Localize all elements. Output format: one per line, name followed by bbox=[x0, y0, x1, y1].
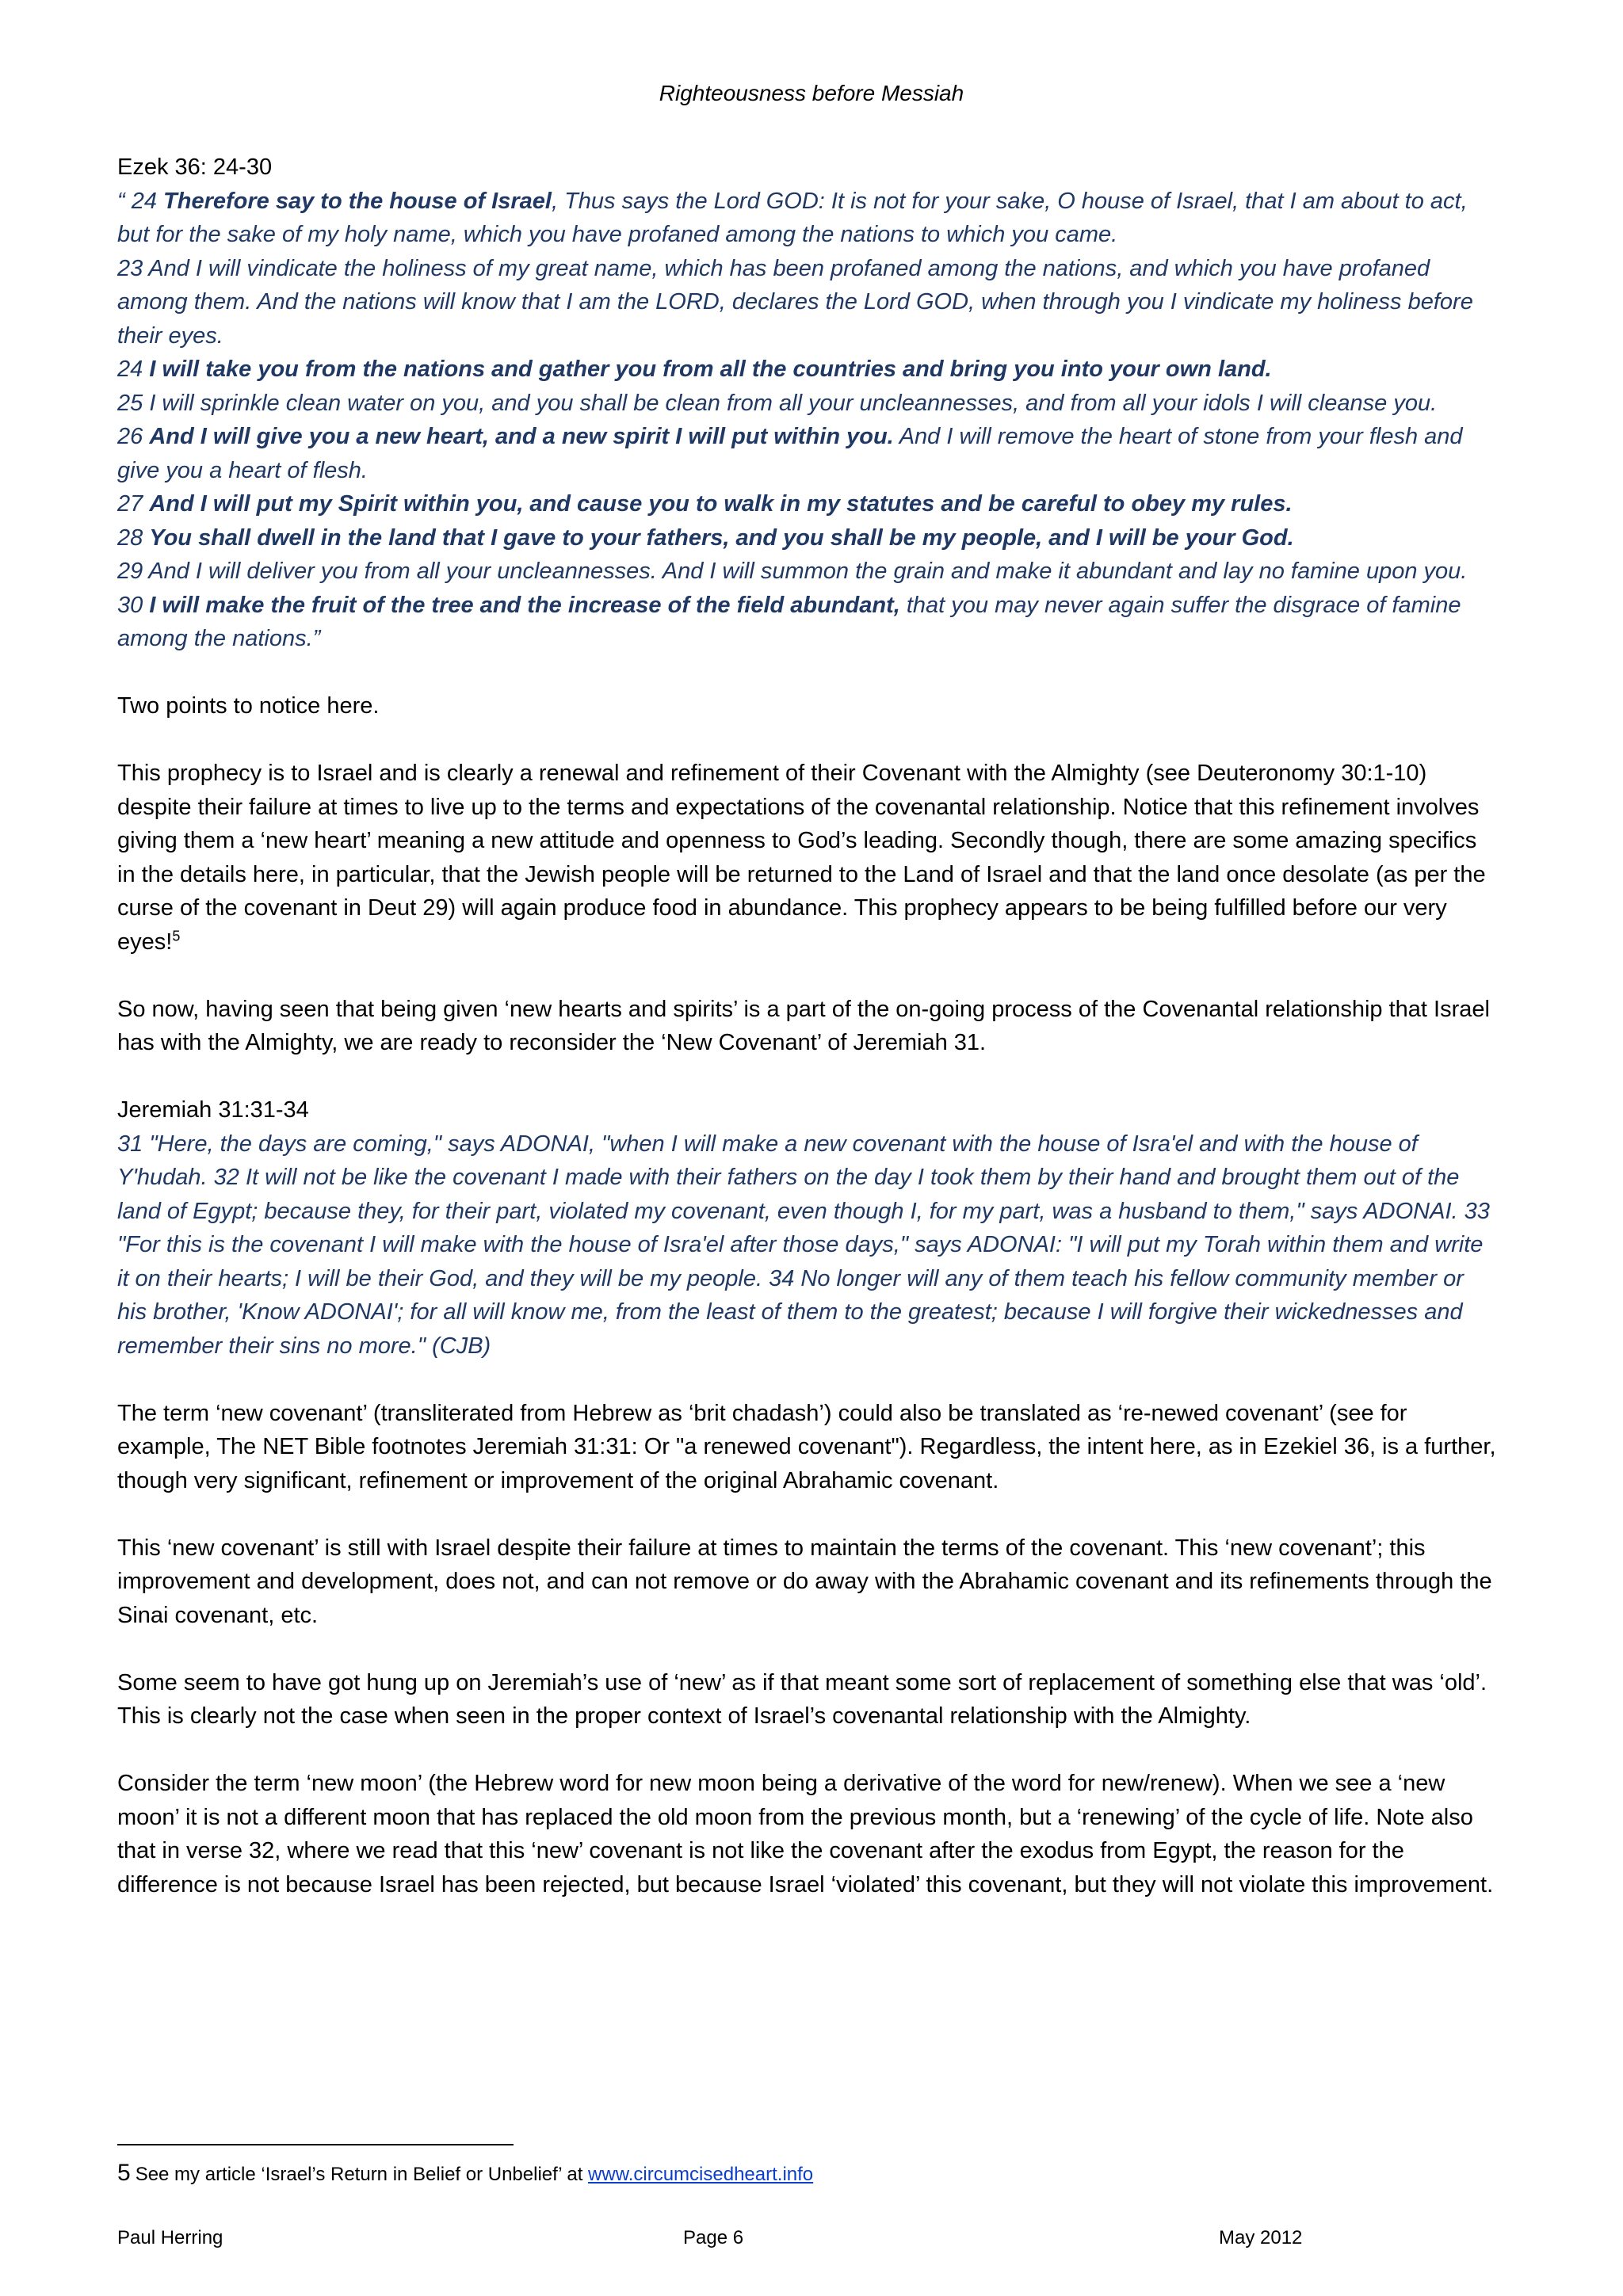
verse-22: “ 24 Therefore say to the house of Israel, Thus says the Lord GOD: It is not for your sake, O house of Israel, that I am about to act, but for the sake of my holy name, which you have profaned among the nations to which you came. bbox=[117, 188, 1468, 247]
jeremiah-quote: 31 "Here, the days are coming," says ADONAI, "when I will make a new covenant with the house of Isra'el and with the house of Y'hudah. 32 It will not be like the covenant I made with their fathers on the day I took them by their hand and brought them out of the land of Egypt; because they, for their part, violated my covenant, even though I, for my part, was a husband to them," says ADONAI. 33 "For this is the covenant I will make with the house of Isra'el after those days," says ADONAI: "I will put my Torah within them and write it on their hearts; I will be their God, and they will be my people. 34 No longer will any of them teach his fellow community member or his brother, 'Know ADONAI'; for all will know me, from the least of them to the greatest; because I will forgive their wickednesses and remember their sins no more." (CJB) bbox=[117, 1131, 1490, 1359]
page-footer bbox=[117, 2225, 1306, 2252]
footer-author: Paul Herring bbox=[117, 2227, 223, 2248]
footnote-ref: 5 bbox=[172, 927, 181, 944]
paragraph-prophecy: This prophecy is to Israel and is clearly a renewal and refinement of their Covenant with the Almighty (see Deuteronomy 30:1-10) despite their failure at times to live up to the terms and expectations of the covenantal relationship. Notice that this refinement involves giving them a ‘new heart’ meaning a new attitude and openness to God’s leading. Secondly though, there are some amazing specifics in the details here, in particular, that the Jewish people will be returned to the Land of Israel and that the land once desolate (as per the curse of the covenant in Deut 29) will again produce food in abundance. This prophecy appears to be being fulfilled before our very eyes!$^5$ bbox=[117, 761, 1486, 955]
footer-page-number: Page 6 bbox=[683, 2227, 744, 2248]
verse-28: 28 You shall dwell in the land that I gave to your fathers, and you shall be my people, and I will be your God. bbox=[117, 524, 1294, 551]
verse-26: 26 And I will give you a new heart, and a new spirit I will put within you. And I will remove the heart of stone from your flesh and give you a heart of flesh. bbox=[117, 424, 1463, 483]
footer-date: May 2012 bbox=[1219, 2227, 1303, 2248]
paragraph-new-moon: Consider the term ‘new moon’ (the Hebrew word for new moon being a derivative of the word for new/renew). When we see a ‘new moon’ it is not a different moon that has replaced the old moon from the previous month, but a ‘renewing’ of the cycle of life. Note also that in verse 32, where we read that this ‘new’ covenant is not like the covenant after the exodus from Egypt, the reason for the difference is not because Israel has been rejected, but because Israel ‘violated’ this covenant, but they will not violate this improvement. bbox=[117, 1771, 1494, 1897]
paragraph-new-hearts: So now, having seen that being given ‘new hearts and spirits’ is a part of the on-going process of the Covenantal relationship that Israel has with the Almighty, we are ready to reconsider the ‘New Covenant’ of Jeremiah 31. bbox=[117, 996, 1490, 1055]
verse-30: 30 I will make the fruit of the tree and the increase of the field abundant, that you may never again suffer the disgrace of famine among the nations.” bbox=[117, 592, 1461, 651]
paragraph-still-with-israel: This ‘new covenant’ is still with Israel despite their failure at times to maintain the terms of the covenant. This ‘new covenant’; this improvement and development, does not, and can not remove or do away with the Abrahamic covenant and its refinements through the Sinai covenant, etc. bbox=[117, 1535, 1492, 1628]
ezekiel-reference: Ezek 36: 24-30 bbox=[117, 154, 273, 180]
paragraph-new-covenant-term: The term ‘new covenant’ (transliterated from Hebrew as ‘brit chadash’) could also be translated as ‘re-newed covenant’ (see for example, The NET Bible footnotes Jeremiah 31:31: Or "a renewed covenant"). Regardless, the intent here, as in Ezekiel 36, is a further, though very significant, refinement or improvement of the original Abrahamic covenant. bbox=[117, 1400, 1496, 1493]
verse-25: 25 I will sprinkle clean water on you, and you shall be clean from all your uncleannesses, and from all your idols I will cleanse you. bbox=[117, 390, 1438, 416]
verse-24: 24 I will take you from the nations and gather you from all the countries and bring you into your own land. bbox=[117, 357, 1272, 382]
verse-27: 27 And I will put my Spirit within you, and cause you to walk in my statutes and be careful to obey my rules. bbox=[117, 491, 1293, 517]
document-body bbox=[117, 151, 1496, 1936]
paragraph-two-points: Two points to notice here. bbox=[117, 693, 380, 719]
verse-23: 23 And I will vindicate the holiness of my great name, which has been profaned among the nations, and which you have profaned among them. And the nations will know that I am the LORD, declares the Lord GOD, when through you I vindicate my holiness before their eyes. bbox=[117, 255, 1473, 349]
paragraph-hung-up: Some seem to have got hung up on Jeremiah’s use of ‘new’ as if that meant some sort of replacement of something else that was ‘old’. This is clearly not the case when seen in the proper context of Israel’s covenantal relationship with the Almighty. bbox=[117, 1669, 1487, 1729]
footnote bbox=[117, 2160, 813, 2188]
footnote-separator bbox=[117, 2144, 514, 2145]
ezekiel-quote bbox=[117, 185, 1496, 656]
page-header: Righteousness before Messiah bbox=[659, 81, 964, 105]
verse-29: 29 And I will deliver you from all your uncleannesses. And I will summon the grain and make it abundant and lay no famine upon you. bbox=[117, 559, 1468, 584]
jeremiah-reference: Jeremiah 31:31-34 bbox=[117, 1097, 309, 1123]
footnote-link[interactable]: www.circumcisedheart.info bbox=[588, 2164, 814, 2185]
footnote-text: See my article ‘Israel’s Return in Belief or Unbelief’ at bbox=[135, 2164, 589, 2185]
footnote-number: 5 bbox=[117, 2160, 131, 2186]
